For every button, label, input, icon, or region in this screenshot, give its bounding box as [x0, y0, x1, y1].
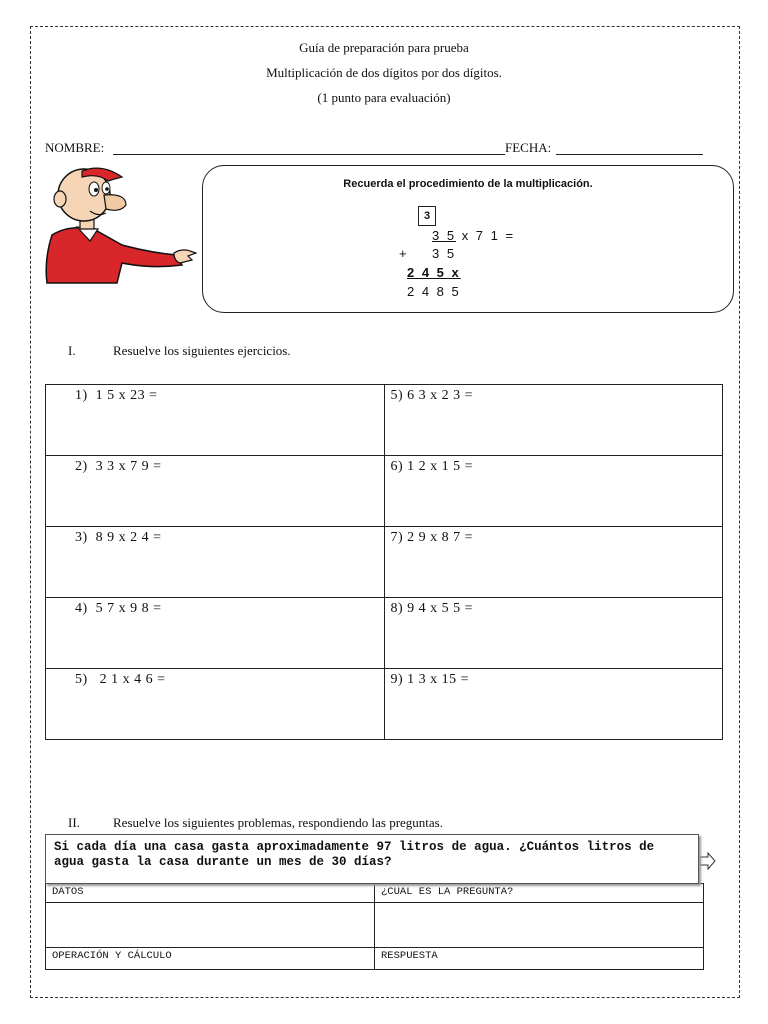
example-row-2: 3 5	[432, 246, 457, 261]
exercise-text: 5) 2 1 x 4 6 =	[75, 672, 166, 687]
answer-table	[45, 883, 704, 970]
section-1-instruction: Resuelve los siguientes ejercicios.	[113, 343, 291, 358]
reminder-title: Recuerda el procedimiento de la multiplicación.	[343, 178, 593, 190]
example-result: 2 4 8 5	[407, 284, 461, 299]
pregunta-cell[interactable]	[375, 903, 704, 948]
exercise-text: 6) 1 2 x 1 5 =	[390, 459, 474, 474]
worksheet-subtitle: Multiplicación de dos dígitos por dos dígitos.	[266, 65, 502, 80]
datos-header: DATOS	[46, 884, 375, 903]
exercise-cell[interactable]	[46, 598, 385, 669]
date-label: FECHA:	[505, 140, 552, 155]
exercise-text: 2) 3 3 x 7 9 =	[75, 459, 162, 474]
datos-cell[interactable]	[46, 903, 375, 948]
exercise-cell[interactable]	[46, 669, 385, 740]
example-multiplier: x 7 1 =	[456, 228, 516, 243]
section-2-instruction: Resuelve los siguientes problemas, respondiendo las preguntas.	[113, 815, 443, 830]
exercise-cell[interactable]	[384, 527, 723, 598]
date-field[interactable]	[556, 154, 703, 155]
exercise-cell[interactable]	[46, 385, 385, 456]
exercise-table	[45, 384, 723, 740]
example-row-3: 2 4 5 x	[407, 265, 461, 280]
worksheet-title: Guía de preparación para prueba	[299, 40, 469, 55]
example-plus-sign: +	[399, 246, 409, 261]
name-label: NOMBRE:	[45, 140, 105, 155]
multiplication-reminder-box	[202, 165, 734, 313]
carry-digit: 3	[418, 206, 436, 226]
exercise-text: 3) 8 9 x 2 4 =	[75, 530, 162, 545]
pregunta-header: ¿CUAL ES LA PREGUNTA?	[375, 884, 704, 903]
exercise-text: 1) 1 5 x 23 =	[75, 388, 158, 403]
exercise-cell[interactable]	[46, 456, 385, 527]
arrow-right-icon	[700, 852, 716, 870]
section-2-numeral: II.	[68, 815, 80, 830]
example-multiplicand: 3 5	[432, 228, 457, 243]
table-row	[46, 903, 704, 948]
exercise-cell[interactable]	[384, 669, 723, 740]
example-row-1	[432, 228, 515, 243]
table-row	[46, 598, 723, 669]
cartoon-character-illustration	[42, 165, 197, 287]
exercise-cell[interactable]	[384, 456, 723, 527]
exercise-text: 9) 1 3 x 15 =	[390, 672, 470, 687]
table-row	[46, 385, 723, 456]
exercise-text: 7) 2 9 x 8 7 =	[390, 530, 474, 545]
problem-line-1: Si cada día una casa gasta aproximadamente 97 litros de agua. ¿Cuántos litros de	[54, 840, 655, 854]
table-row	[46, 527, 723, 598]
name-field[interactable]	[113, 154, 505, 155]
exercise-cell[interactable]	[384, 598, 723, 669]
section-1-numeral: I.	[68, 343, 76, 358]
table-row	[46, 948, 704, 970]
worksheet-score-note: (1 punto para evaluación)	[317, 90, 451, 105]
word-problem-box	[45, 834, 699, 884]
exercise-text: 5) 6 3 x 2 3 =	[390, 388, 474, 403]
exercise-text: 8) 9 4 x 5 5 =	[390, 601, 474, 616]
table-row	[46, 884, 704, 903]
table-row	[46, 456, 723, 527]
exercise-cell[interactable]	[46, 527, 385, 598]
respuesta-header[interactable]: RESPUESTA	[375, 948, 704, 970]
problem-line-2: agua gasta la casa durante un mes de 30 días?	[54, 855, 392, 869]
exercise-cell[interactable]	[384, 385, 723, 456]
exercise-text: 4) 5 7 x 9 8 =	[75, 601, 162, 616]
operacion-header[interactable]: OPERACIÓN Y CÁLCULO	[46, 948, 375, 970]
table-row	[46, 669, 723, 740]
